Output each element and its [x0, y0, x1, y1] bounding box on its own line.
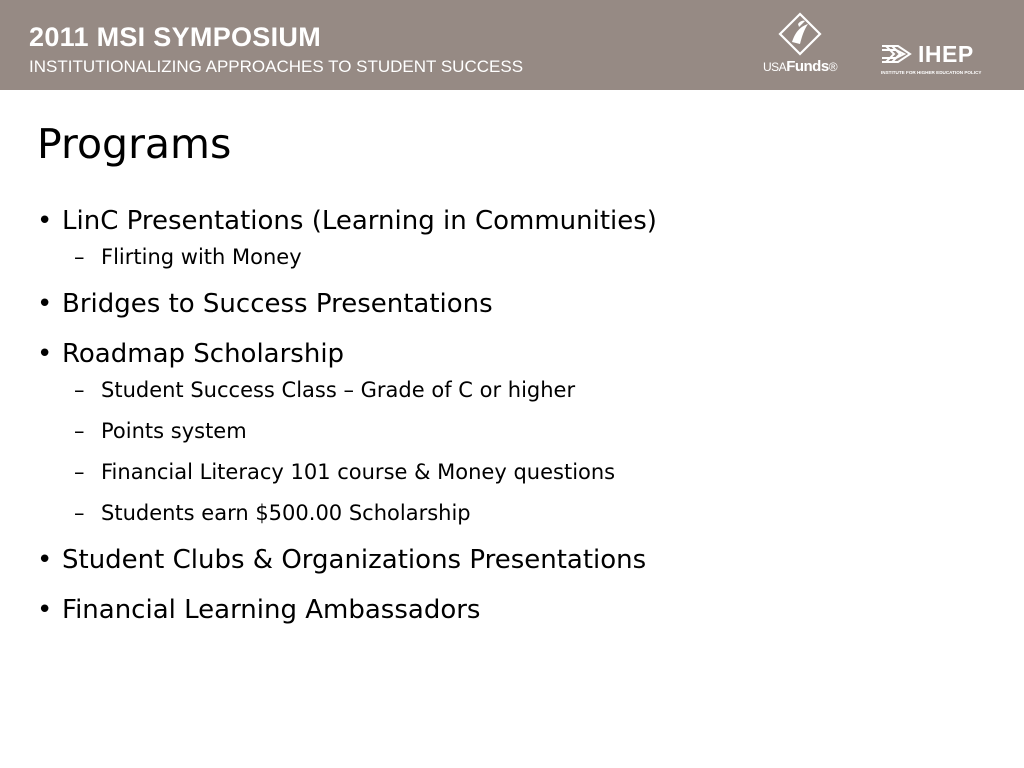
bullet-marker: • [37, 545, 53, 575]
ihep-wordmark: IHEP [918, 41, 974, 67]
bullet-item [37, 593, 997, 627]
bullet-text: Roadmap Scholarship [62, 339, 345, 369]
bullet-text: Financial Learning Ambassadors [62, 595, 481, 625]
bullet-text: LinC Presentations (Learning in Communities) [62, 206, 657, 236]
bullet-text: Student Clubs & Organizations Presentations [62, 545, 647, 575]
ihep-tagline: INSTITUTE FOR HIGHER EDUCATION POLICY [881, 70, 982, 75]
header-banner [0, 0, 1024, 90]
bullet-item [37, 543, 997, 577]
ihep-chevron-icon [880, 42, 916, 68]
bullet-list [37, 204, 997, 643]
usa-funds-wordmark-part1: USA [763, 60, 787, 74]
bullet-text: Student Success Class – Grade of C or higher [101, 378, 576, 402]
usa-funds-registered-mark: ® [828, 60, 838, 74]
sub-bullet-item [37, 500, 997, 527]
sub-bullet-item [37, 377, 997, 404]
bullet-marker: • [37, 339, 53, 369]
usa-funds-wordmark-part2: Funds [786, 58, 829, 75]
bullet-item [37, 287, 997, 321]
usa-funds-logo [760, 12, 840, 78]
bullet-marker: • [37, 289, 53, 319]
bullet-marker: • [37, 206, 53, 236]
bullet-text: Points system [101, 419, 247, 443]
bullet-item [37, 204, 997, 238]
banner-subtitle: INSTITUTIONALIZING APPROACHES TO STUDENT SUCCESS [29, 57, 524, 76]
banner-title: 2011 MSI SYMPOSIUM [29, 22, 321, 52]
bullet-text: Flirting with Money [101, 245, 302, 269]
dash-marker: – [74, 460, 85, 484]
bullet-marker: • [37, 595, 53, 625]
bullet-text: Students earn $500.00 Scholarship [101, 501, 471, 525]
ihep-logo [880, 42, 1000, 78]
bullet-text: Bridges to Success Presentations [62, 289, 493, 319]
dash-marker: – [74, 501, 85, 525]
sub-bullet-item [37, 459, 997, 486]
sub-bullet-item [37, 418, 997, 445]
dash-marker: – [74, 378, 85, 402]
usa-funds-diamond-icon [778, 12, 822, 56]
sub-bullet-item [37, 244, 997, 271]
bullet-item [37, 337, 997, 371]
dash-marker: – [74, 245, 85, 269]
slide-title: Programs [37, 120, 232, 168]
usa-funds-wordmark [763, 59, 837, 75]
bullet-text: Financial Literacy 101 course & Money questions [101, 460, 616, 484]
dash-marker: – [74, 419, 85, 443]
